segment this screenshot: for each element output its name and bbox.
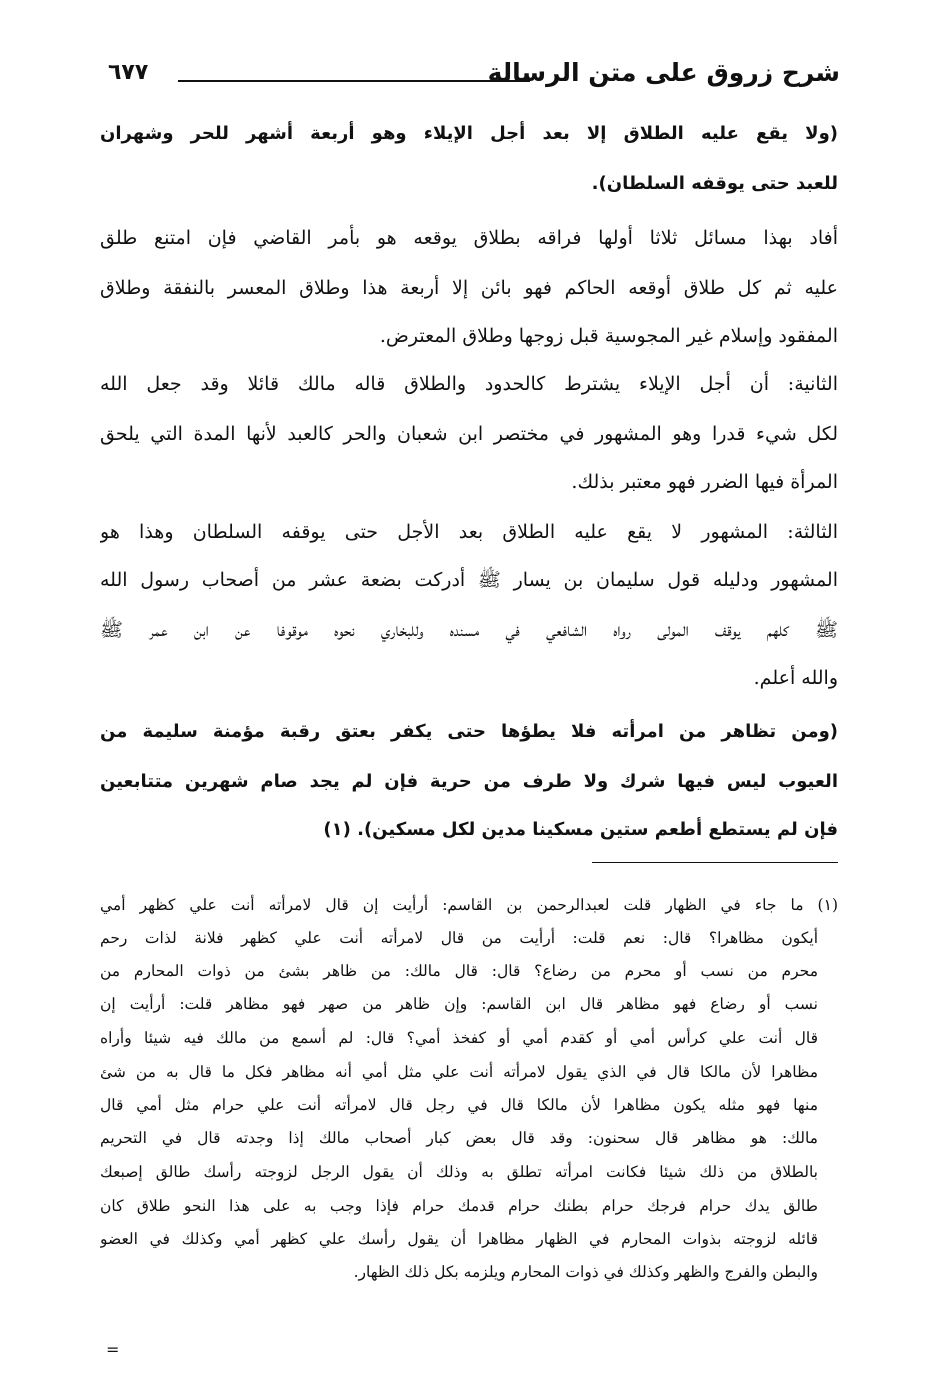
footnote-line: مالك: هو مظاهر قال سحنون: وقد قال بعض كبار أصحاب مالك إذا وجدته قال في التحريم <box>100 1129 818 1147</box>
footnote-line: قائله لزوجته بذوات المحارم في الظهار مظاهرا أن يقول رأسك علي كظهر أمي وكذلك في العضو <box>100 1230 818 1248</box>
footnote-line: مظاهرا لأن مالكا قال في الذي يقول لامرأته أنت علي مثل أمي أنه مظاهر فكل ما قال به من شئ <box>100 1063 818 1081</box>
commentary-line: المفقود وإسلام غير المجوسية قبل زوجها وطلاق المعترض. <box>379 325 838 347</box>
matn-line: فإن لم يستطع أطعم ستين مسكينا مدين لكل مسكين). (١) <box>323 819 838 840</box>
footnote-separator <box>592 862 838 863</box>
header-rule <box>178 80 530 82</box>
commentary-line: المشهور ودليله قول سليمان بن يسار ﷺ أدركت بضعة عشر من أصحاب رسول الله <box>100 569 838 591</box>
page-number: ٦٧٧ <box>108 60 149 85</box>
running-title: شرح زروق على متن الرسالة <box>487 58 840 87</box>
commentary-line: ﷺ كلهم يوقف المولى رواه الشافعي في مسنده وللبخاري نحوه موقوفا عن ابن عمر ﷺ <box>100 619 838 641</box>
footnote-line: محرم من نسب أو محرم من رضاع؟ قال: قال مالك: من ظاهر بشئ من ذوات المحارم من <box>100 962 818 980</box>
commentary-line: عليه ثم كل طلاق أوقعه الحاكم فهو بائن إلا أربعة هذا وطلاق المعسر بالنفقة وطلاق <box>100 277 838 299</box>
matn-line: (ومن تظاهر من امرأته فلا يطؤها حتى يكفر بعتق رقبة مؤمنة سليمة من <box>100 721 838 742</box>
matn-line: العيوب ليس فيها شرك ولا طرف من حرية فإن لم يجد صام شهرين متتابعين <box>100 771 838 792</box>
footnote-line: (١) ما جاء في الظهار قلت لعبدالرحمن بن القاسم: أرأيت إن قال لامرأته أنت علي كظهر أمي <box>100 896 838 914</box>
commentary-line: لكل شيء قدرا وهو المشهور في مختصر ابن شعبان والحر كالعبد لأنها المدة التي يلحق <box>100 423 838 445</box>
commentary-line: والله أعلم. <box>753 667 838 689</box>
commentary-line: الثانية: أن أجل الإيلاء يشترط كالحدود والطلاق قاله مالك قائلا وقد جعل الله <box>100 373 838 395</box>
matn-line: للعبد حتى يوقفه السلطان). <box>591 173 838 194</box>
continuation-mark: = <box>106 1340 120 1359</box>
footnote-line: أيكون مظاهرا؟ قال: نعم قلت: أرأيت من قال لامرأته أنت علي كظهر فلانة لذات رحم <box>100 929 818 947</box>
commentary-line: أفاد بهذا مسائل ثلاثا أولها فراقه بطلاق يوقعه هو بأمر القاضي فإن امتنع طلق <box>100 227 838 249</box>
footnote-line: بالطلاق من ذلك شيئا فكانت امرأته تطلق به وذلك أن يقول الرجل لزوجته رأسك طالق إصبعك <box>100 1163 818 1181</box>
footnote-line: والبطن والفرج والظهر وكذلك في ذوات المحارم ويلزمه بكل ذلك الظهار. <box>353 1263 818 1281</box>
footnote-line: طالق يدك حرام فرجك حرام بطنك حرام قدمك حرام فإذا وجب به على هذا النحو طلاق كان <box>100 1197 818 1215</box>
matn-line: (ولا يقع عليه الطلاق إلا بعد أجل الإيلاء وهو أربعة أشهر للحر وشهران <box>100 123 838 144</box>
commentary-line: الثالثة: المشهور لا يقع عليه الطلاق بعد الأجل حتى يوقفه السلطان وهذا هو <box>100 521 838 543</box>
commentary-line: المرأة فيها الضرر فهو معتبر بذلك. <box>571 471 838 493</box>
footnote-line: نسب أو رضاع فهو مظاهر قال ابن القاسم: وإن ظاهر من صهر فهو مظاهر قلت: أرأيت إن <box>100 995 818 1013</box>
footnote-line: منها فهو مثله يكون مظاهرا لأن مالكا قال في رجل قال لامرأته أنت علي حرام مثل أمي قال <box>100 1096 818 1114</box>
footnote-line: قال أنت علي كرأس أمي أو كقدم أمي أو كفخذ أمي؟ قال: لم أسمع من مالك فيه شيئا وأراه <box>100 1029 818 1047</box>
